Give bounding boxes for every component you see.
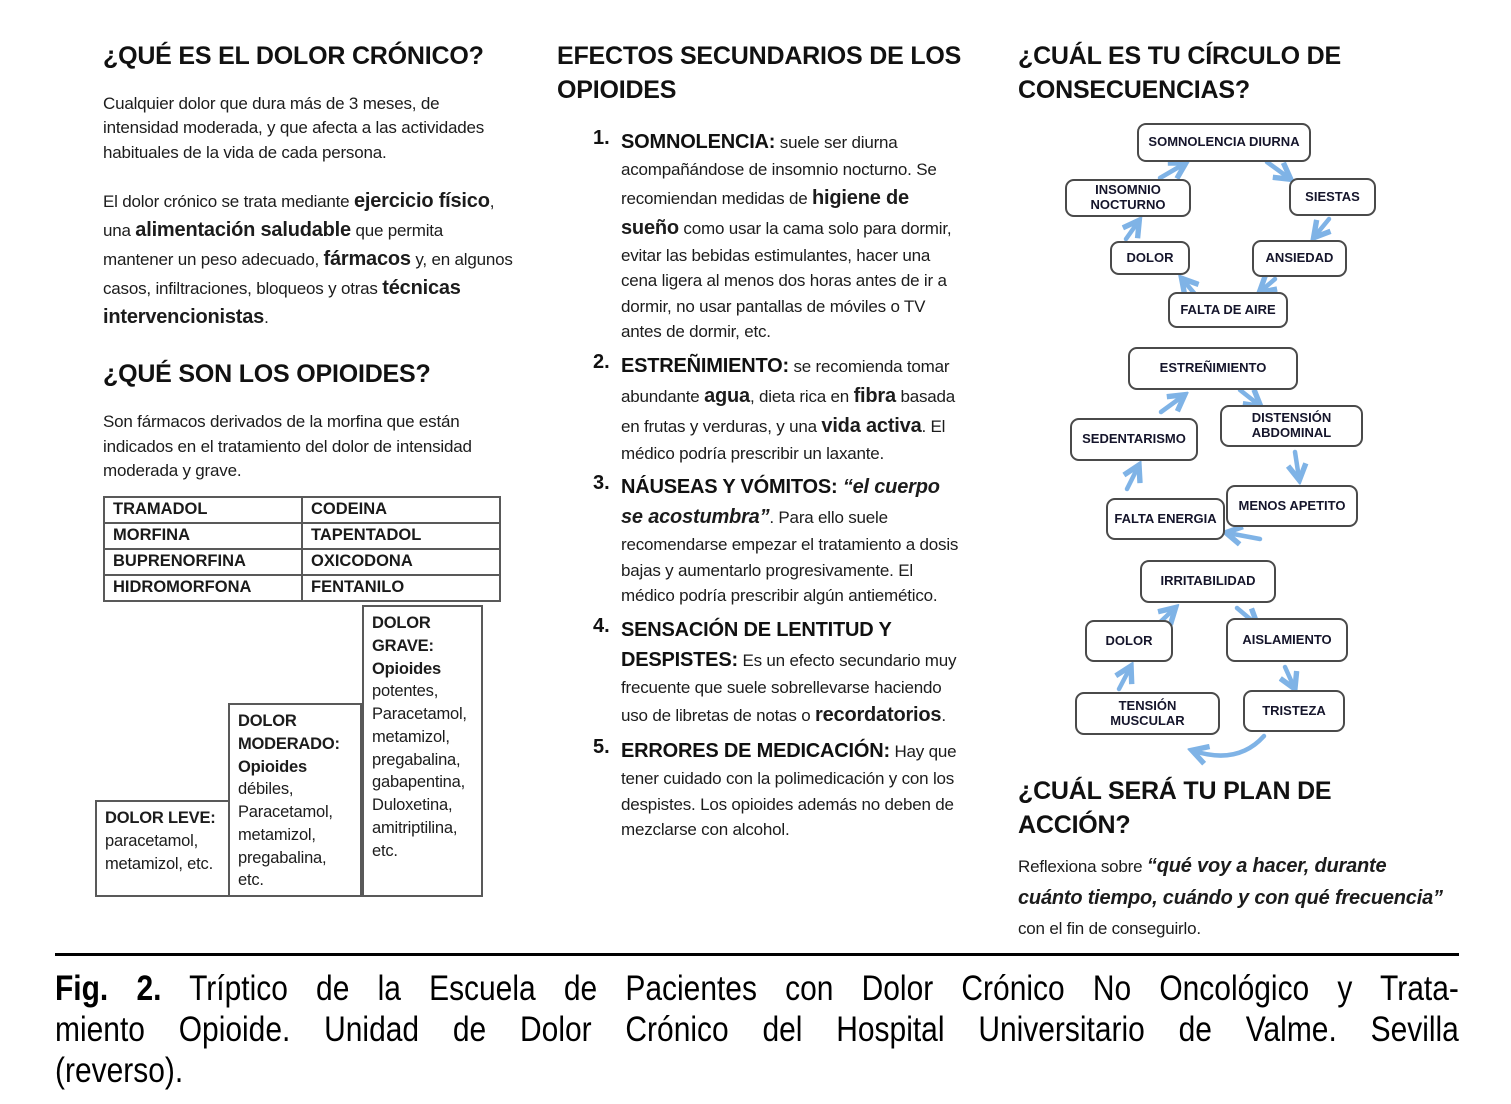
flow-box-dolor-1: DOLOR [1110,241,1190,275]
section-title-que-es-dolor-cronico: ¿QUÉ ES EL DOLOR CRÓNICO? [103,42,484,70]
flow-box-aislamiento: AISLAMIENTO [1226,618,1348,662]
list-number: 2. [593,350,610,373]
arrow-aislamiento-to-tristeza [1285,667,1294,687]
arrow-somnolencia-to-siestas [1267,162,1289,178]
flow-box-tension-muscular: TENSIÓN MUSCULAR [1075,692,1220,735]
arrow-tension-to-dolor [1119,668,1130,689]
list-item-errores-medicacion [557,736,963,843]
column-middle [557,40,963,849]
arrow-tristeza-to-tension [1194,736,1264,756]
table-row [104,523,500,549]
table-row [104,575,500,601]
table-cell-drug: BUPRENORFINA [104,549,302,575]
table-cell-drug: HIDROMORFONA [104,575,302,601]
para-definicion-opioides: Son fármacos derivados de la morfina que están indicados en el tratamiento del dolor de intensidad moderada y grave. [103,411,472,481]
table-cell-drug: OXICODONA [302,549,500,575]
section-title-plan-de-accion: ¿CUÁL SERÁ TU PLAN DE ACCIÓN? [1018,777,1332,839]
arrow-menos-apetito-to-falta-energia [1228,533,1260,539]
para-plan-de-accion: Reflexiona sobre “qué voy a hacer, durante cuánto tiempo, cuándo y con qué frecuencia” con el fin de conseguirlo. [1018,855,1443,938]
step-dolor-leve: DOLOR LEVE: paracetamol, metamizol, etc. [95,800,230,897]
table-row [104,497,500,523]
list-item-text: SOMNOLENCIA: suele ser diurna acompañándose de insomnio nocturno. Se recomiendan medidas de higiene de sueño como usar la cama solo para dormir, evitar las bebidas estimulantes, hacer una cena ligera al menos dos horas antes de ir a dormir, no usar pantallas de móviles o TV antes de dormir, etc. [621,131,952,341]
section-title-que-son-opioides: ¿QUÉ SON LOS OPIOIDES? [103,360,431,389]
list-item-estrenimiento [557,351,963,467]
arrow-sedentarismo-to-estrenimiento [1161,396,1183,412]
list-item-text: NÁUSEAS Y VÓMITOS: “el cuerpo se acostumbra”. Para ello suele recomendarse empezar el tratamiento a dosis bajas y aumentarlo progresivamente. El médico podría prescribir algún antiemético. [621,476,959,605]
list-item-lentitud [557,615,963,731]
caption-divider [55,953,1459,956]
table-cell-drug: TAPENTADOL [302,523,500,549]
step-dolor-grave: DOLOR GRAVE: Opioides potentes, Paracetamol, metamizol, pregabalina, gabapentina, Duloxetina, amitriptilina, etc. [362,605,483,897]
consequences-cycle-diagram [1018,115,1442,767]
flow-box-menos-apetito: MENOS APETITO [1226,485,1358,527]
arrow-siestas-to-ansiedad [1315,219,1329,236]
list-number: 5. [593,736,610,758]
flow-box-falta-energia: FALTA ENERGIA [1106,498,1225,540]
list-number: 4. [593,614,610,637]
table-cell-drug: FENTANILO [302,575,500,601]
list-item-text: ERRORES DE MEDICACIÓN: Hay que tener cuidado con la polimedicación y con los despistes. Los opioides además no deben de mezclarse con alcohol. [621,740,957,839]
flow-box-falta-de-aire: FALTA DE AIRE [1168,292,1288,328]
para-tratamiento-dolor-cronico: El dolor crónico se trata mediante ejercicio físico, una alimentación saludable que permita mantener un peso adecuado, fármacos y, en algunos casos, infiltraciones, bloqueos y otras técnicas intervencionistas. [103,190,513,329]
section-title-efectos-secundarios: EFECTOS SECUNDARIOS DE LOS OPIOIDES [557,42,962,104]
flow-box-ansiedad: ANSIEDAD [1252,240,1347,277]
table-row [104,549,500,575]
flow-box-insomnio-nocturno: INSOMNIO NOCTURNO [1065,179,1191,217]
flow-box-siestas: SIESTAS [1289,178,1376,216]
pain-ladder-diagram [95,605,485,899]
column-right [1018,40,1444,938]
plan-de-accion-section [1018,775,1444,964]
table-cell-drug: MORFINA [104,523,302,549]
list-item-nauseas [557,472,963,609]
caption-line: (reverso). [55,1051,184,1090]
list-item-text: ESTREÑIMIENTO: se recomienda tomar abundante agua, dieta rica en fibra basada en frutas y verduras, y una vida activa. El médico podría prescribir un laxante. [621,354,956,463]
arrow-ansiedad-to-falta-aire [1261,279,1275,291]
table-cell-drug: CODEINA [302,497,500,523]
arrow-falta-energia-to-sedentarismo [1127,467,1138,489]
list-item-text: SENSACIÓN DE LENTITUD Y DESPISTES: Es un efecto secundario muy frecuente que suele sobrellevarse haciendo uso de libretas de notas o recordatorios. [621,618,957,726]
arrow-dolor-to-insomnio [1126,222,1138,239]
step-dolor-moderado: DOLOR MODERADO: Opioides débiles, Paracetamol, metamizol, pregabalina, etc. [228,703,362,897]
para-definicion-dolor-cronico: Cualquier dolor que dura más de 3 meses, de intensidad moderada, y que afecta a las actividades habituales de la vida de cada persona. [103,93,485,162]
flow-box-estrenimiento: ESTREÑIMIENTO [1128,347,1298,390]
arrow-estrenimiento-to-distension [1240,390,1259,405]
list-number: 3. [593,472,610,494]
list-number: 1. [593,127,610,149]
flow-box-dolor-2: DOLOR [1085,620,1173,662]
side-effects-list [557,127,963,843]
flow-box-tristeza: TRISTEZA [1243,690,1345,732]
flow-box-irritabilidad: IRRITABILIDAD [1140,560,1276,603]
flow-box-sedentarismo: SEDENTARISMO [1070,418,1198,461]
arrow-insomnio-to-somnolencia [1160,164,1184,178]
flow-box-distension-abdominal: DISTENSIÓN ABDOMINAL [1220,405,1363,447]
table-cell-drug: TRAMADOL [104,497,302,523]
flow-box-somnolencia-diurna: SOMNOLENCIA DIURNA [1137,123,1311,162]
figure-caption [55,953,1459,1091]
caption-line: Fig. 2. Tríptico de la Escuela de Pacientes con Dolor Crónico No Oncológico y Trata- [55,969,1459,1008]
list-item-somnolencia [557,127,963,345]
caption-text [55,968,1459,1091]
opioid-drugs-table [103,496,501,602]
caption-line: miento Opioide. Unidad de Dolor Crónico del Hospital Universitario de Valme. Sevilla [55,1010,1459,1049]
arrow-distension-to-menos-apetito [1295,452,1299,478]
section-title-circulo-consecuencias: ¿CUÁL ES TU CÍRCULO DE CONSECUENCIAS? [1018,42,1341,104]
column-left [103,40,513,602]
